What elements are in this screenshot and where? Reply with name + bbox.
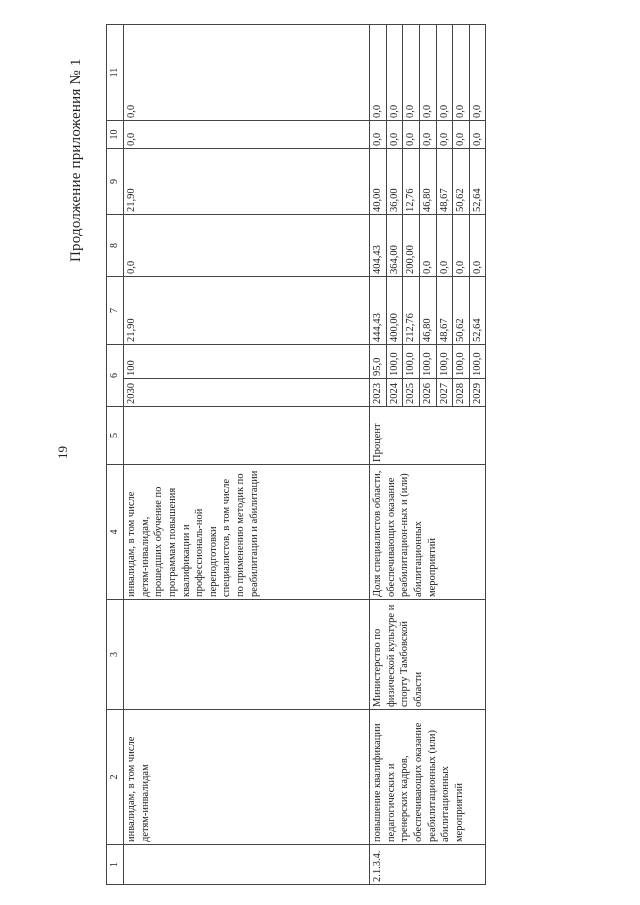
value-cell: 95,0 [370, 345, 387, 379]
header-col-8: 8 [107, 215, 124, 277]
item-unit: Процент [370, 407, 486, 465]
value-cell: 0,0 [403, 121, 420, 149]
value-cell: 36,00 [386, 149, 403, 215]
value-cell: 400,00 [386, 277, 403, 345]
value-cell: 0,0 [370, 25, 387, 121]
item-row-2023 [370, 25, 387, 885]
value-cell: 0,0 [453, 121, 470, 149]
value-cell: 0,0 [436, 215, 453, 277]
header-col-1: 1 [107, 845, 124, 885]
rotated-table-wrapper [106, 25, 516, 885]
value-cell: 444,43 [370, 277, 387, 345]
header-col-3: 3 [107, 600, 124, 710]
value-cell: 46,80 [419, 149, 436, 215]
header-col-7: 7 [107, 277, 124, 345]
cont-col-1 [124, 845, 370, 885]
year-cell: 2025 [403, 379, 420, 407]
value-cell: 0,0 [403, 25, 420, 121]
header-row [107, 25, 124, 885]
header-col-10: 10 [107, 121, 124, 149]
page-number: 19 [55, 446, 70, 459]
value-cell: 12,76 [403, 149, 420, 215]
value-cell: 364,00 [386, 215, 403, 277]
cont-col-11: 0,0 [124, 25, 370, 121]
cont-col-9: 21,90 [124, 149, 370, 215]
value-cell: 0,0 [469, 121, 486, 149]
value-cell: 404,43 [370, 215, 387, 277]
year-cell: 2027 [436, 379, 453, 407]
value-cell: 48,67 [436, 277, 453, 345]
item-indicator: Доля специалистов области, обеспечивающих оказание реабилитацион-ных и (или) абилитационных мероприятий [370, 465, 486, 600]
value-cell: 200,00 [403, 215, 420, 277]
header-col-11: 11 [107, 25, 124, 121]
value-cell: 0,0 [453, 215, 470, 277]
value-cell: 100,0 [436, 345, 453, 379]
value-cell: 0,0 [386, 25, 403, 121]
header-col-5: 5 [107, 407, 124, 465]
value-cell: 100,0 [469, 345, 486, 379]
appendix-title: Продолжение приложения № 1 [68, 58, 84, 262]
continuation-row [124, 25, 370, 885]
value-cell: 0,0 [436, 121, 453, 149]
value-cell: 0,0 [419, 25, 436, 121]
item-number: 2.1.3.4. [370, 845, 486, 885]
value-cell: 100,0 [419, 345, 436, 379]
value-cell: 46,80 [419, 277, 436, 345]
header-col-4: 4 [107, 465, 124, 600]
value-cell: 0,0 [386, 121, 403, 149]
value-cell: 52,64 [469, 149, 486, 215]
year-cell: 2026 [419, 379, 436, 407]
value-cell: 48,67 [436, 149, 453, 215]
item-executor: Министерство по физической культуре и спорту Тамбовской области [370, 600, 486, 710]
value-cell: 50,62 [453, 277, 470, 345]
program-table [106, 24, 486, 885]
value-cell: 50,62 [453, 149, 470, 215]
year-cell: 2024 [386, 379, 403, 407]
cont-col-2: инвалидам, в том числе детям-инвалидам [124, 710, 370, 845]
year-cell: 2023 [370, 379, 387, 407]
header-col-9: 9 [107, 149, 124, 215]
value-cell: 40,00 [370, 149, 387, 215]
year-cell: 2029 [469, 379, 486, 407]
value-cell: 0,0 [436, 25, 453, 121]
value-cell: 0,0 [469, 215, 486, 277]
cont-col-5 [124, 407, 370, 465]
value-cell: 52,64 [469, 277, 486, 345]
year-cell: 2028 [453, 379, 470, 407]
cont-col-6: 100 [124, 345, 370, 379]
cont-col-8: 0,0 [124, 215, 370, 277]
cont-year: 2030 [124, 379, 370, 407]
cont-col-4: инвалидам, в том числе детям-инвалидам, прошедших обучение по программам повышения квалификации и профессиональ-ной переподготовки специалистов, в том числе по применению методик по реабилитации и абилитации [124, 465, 370, 600]
value-cell: 212,76 [403, 277, 420, 345]
value-cell: 100,0 [403, 345, 420, 379]
value-cell: 0,0 [453, 25, 470, 121]
value-cell: 0,0 [469, 25, 486, 121]
cont-col-7: 21,90 [124, 277, 370, 345]
value-cell: 0,0 [370, 121, 387, 149]
cont-col-10: 0,0 [124, 121, 370, 149]
value-cell: 100,0 [386, 345, 403, 379]
item-measure-name: повышение квалификации педагогических и тренерских кадров, обеспечивающих оказание реабилитационных (или) абилитационных мероприятий [370, 710, 486, 845]
value-cell: 0,0 [419, 215, 436, 277]
value-cell: 100,0 [453, 345, 470, 379]
header-col-2: 2 [107, 710, 124, 845]
header-col-6: 6 [107, 345, 124, 407]
cont-col-3 [124, 600, 370, 710]
value-cell: 0,0 [419, 121, 436, 149]
